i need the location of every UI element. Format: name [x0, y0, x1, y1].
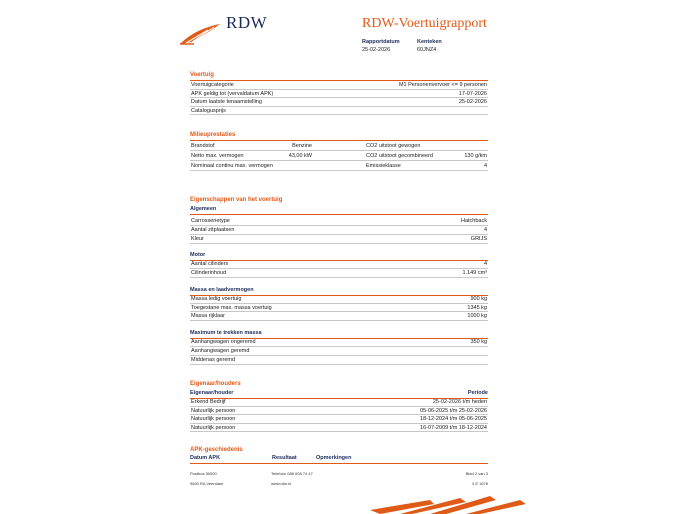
- report-date-value: 25-02-2026: [362, 47, 391, 53]
- footer-code: 3 E 1678: [471, 481, 488, 486]
- env-value-2: 130 g/km: [464, 153, 487, 159]
- env-label: Brandstof: [191, 143, 215, 149]
- row-value: 1.149 cm³: [462, 270, 487, 276]
- col-header-remarks: Opmerkingen: [316, 455, 352, 461]
- row-value: M1 Personenvervoer <= 9 personen: [398, 82, 487, 88]
- vehicle-row: [190, 98, 488, 107]
- owner-row: [190, 415, 488, 424]
- trekken-row: [190, 347, 488, 356]
- plate-label: Kenteken: [417, 39, 442, 45]
- row-label: APK geldig tot (vervaldatum APK): [191, 90, 274, 97]
- vehicle-row: [190, 90, 488, 99]
- milieu-row: [190, 162, 488, 171]
- footer-city: 9640 RA Veendam: [190, 481, 224, 486]
- footer-phone: Telefoon 088 008 74 47: [271, 471, 313, 476]
- massa-row: [190, 295, 488, 304]
- section-divider: [190, 214, 488, 215]
- owner-row: [190, 407, 488, 416]
- algemeen-row: [190, 235, 488, 244]
- owner-name: Natuurlijk persoon: [191, 407, 236, 414]
- col-header-owner: Eigenaar/houder: [190, 390, 234, 396]
- owner-name: Natuurlijk persoon: [191, 416, 236, 422]
- row-value: 1000 kg: [467, 313, 487, 319]
- footer-postbus: Postbus 30000: [190, 471, 217, 476]
- row-label: Carrosserietype: [191, 218, 230, 224]
- report-date-label: Rapportdatum: [362, 39, 400, 45]
- row-value: Hatchback: [461, 218, 487, 224]
- section-title-voertuig: Voertuig: [190, 72, 214, 78]
- milieu-row: [190, 152, 488, 161]
- subsection-title-massa: Massa en laadvermogen: [190, 287, 254, 293]
- algemeen-row: [190, 226, 488, 235]
- massa-row: [190, 312, 488, 321]
- owner-row: [190, 398, 488, 407]
- row-value: 4: [483, 227, 487, 233]
- footer-page: Blad 2 van 3: [465, 471, 488, 476]
- section-divider: [190, 140, 488, 141]
- row-value: GRIJS: [470, 236, 487, 242]
- section-title-eigenschappen: Eigenschappen van het voertuig: [190, 197, 283, 203]
- section-title-milieu: Milieuprestaties: [190, 132, 236, 138]
- row-value: 900 kg: [470, 296, 487, 302]
- subsection-title-algemeen: Algemeen: [190, 206, 217, 212]
- owner-period: 05-06-2025 t/m 25-02-2026: [420, 407, 487, 414]
- env-label-2: CO2 uitstoot gewogen: [366, 143, 421, 149]
- subsection-title-trekken: Maximum te trekken massa: [190, 330, 262, 336]
- row-value: 4: [483, 261, 487, 267]
- env-label: Netto max. vermogen: [191, 153, 244, 159]
- section-title-apk: APK-geschiedenis: [190, 447, 243, 453]
- col-header-apk-date: Datum APK: [190, 455, 221, 461]
- subsection-title-motor: Motor: [190, 252, 206, 258]
- row-label: Cilinderinhoud: [191, 270, 227, 276]
- algemeen-row: [190, 217, 488, 226]
- vehicle-row: [190, 107, 488, 116]
- vehicle-row: [190, 81, 488, 90]
- owner-period: 16-07-2009 t/m 18-12-2024: [420, 424, 487, 431]
- env-label-2: Emissieklasse: [366, 163, 401, 169]
- logo-text: RDW: [226, 13, 268, 32]
- section-divider: [190, 463, 488, 464]
- footer-web[interactable]: www.rdw.nl: [271, 481, 292, 486]
- row-label: Voertuigcategorie: [191, 82, 234, 88]
- env-label: Nominaal continu max. vermogen: [191, 163, 273, 169]
- row-label: Catalogusprijs: [191, 107, 226, 114]
- owner-name: Natuurlijk persoon: [191, 424, 236, 431]
- owner-name: Erkend Bedrijf: [191, 399, 226, 405]
- row-label: Datum laatste tenaamstelling: [191, 99, 262, 105]
- owner-period: 18-12-2024 t/m 05-06-2025: [420, 416, 487, 422]
- row-label: Aantal cilinders: [191, 261, 229, 267]
- col-header-period: Periode: [467, 390, 488, 396]
- row-label: Middenas geremd: [191, 357, 236, 363]
- motor-row: [190, 260, 488, 269]
- footer-stripes-icon: [370, 494, 530, 514]
- row-label: Massa ledig voertuig: [191, 296, 242, 302]
- row-value: 25-02-2026: [458, 99, 487, 105]
- motor-row: [190, 269, 488, 278]
- massa-row: [190, 304, 488, 313]
- owner-period: 25-02-2026 t/m heden: [432, 399, 487, 405]
- rdw-logo-icon: [178, 22, 222, 46]
- row-value: 1345 kg: [467, 304, 487, 311]
- section-title-eigenaren: Eigenaar/houders: [190, 381, 241, 387]
- plate-value: 60JNZ4: [417, 47, 437, 53]
- env-value: Benzine: [292, 143, 312, 149]
- env-value-2: 4: [483, 163, 487, 169]
- owner-row: [190, 424, 488, 433]
- env-label-2: CO2 uitstoot gecombineerd: [366, 153, 433, 159]
- row-value: 17-07-2026: [458, 90, 487, 97]
- row-label: Toegestane max. massa voertuig: [191, 304, 272, 311]
- row-label: Massa rijklaar: [191, 313, 225, 319]
- row-label: Aanhangwagen ongeremd: [191, 339, 256, 345]
- milieu-row: [190, 142, 488, 151]
- document-title: RDW-Voertuigrapport: [362, 16, 487, 31]
- row-value: 350 kg: [470, 339, 487, 345]
- row-label: Aantal zitplaatsen: [191, 227, 235, 233]
- row-label: Aanhangwagen geremd: [191, 348, 250, 354]
- trekken-row: [190, 356, 488, 365]
- trekken-row: [190, 338, 488, 347]
- row-label: Kleur: [191, 236, 204, 242]
- env-value: 43,00 kW: [288, 153, 312, 159]
- col-header-result: Resultaat: [272, 455, 297, 461]
